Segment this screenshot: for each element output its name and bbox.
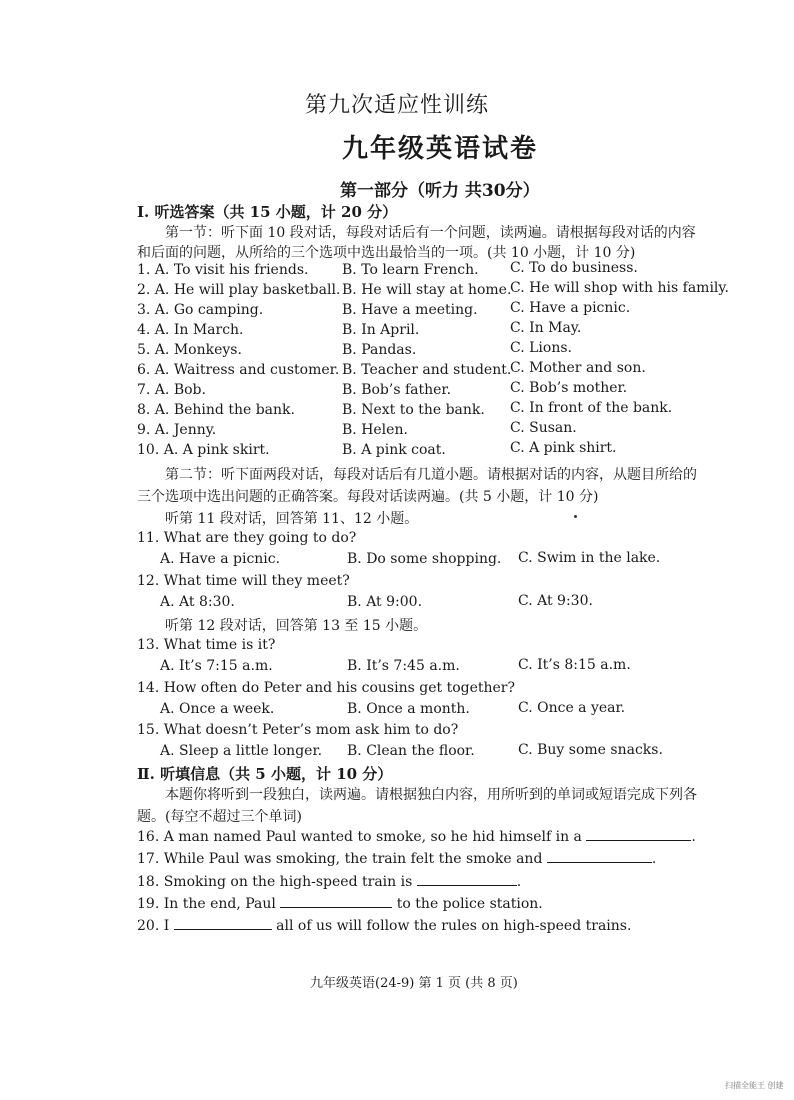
q5-option-a: 5. A. Monkeys. bbox=[137, 342, 242, 358]
q2-option-c: C. He will shop with his family. bbox=[510, 280, 729, 296]
scanner-watermark: 扫描全能王 创建 bbox=[725, 1081, 784, 1090]
q11-option-a: A. Have a picnic. bbox=[160, 551, 281, 567]
part2-intro-line1: 第二节：听下面两段对话，每段对话后有几道小题。请根据对话的内容，从题目所给的 bbox=[165, 467, 697, 483]
q17-line bbox=[137, 848, 656, 867]
section2-intro-line1: 本题你将听到一段独白，读两遍。请根据独白内容，用所听到的单词或短语完成下列各 bbox=[165, 787, 697, 803]
q7-option-a: 7. A. Bob. bbox=[137, 382, 206, 398]
section2-intro-line2: 题。(每空不超过三个单词) bbox=[137, 809, 302, 825]
q20-end: all of us will follow the rules on high-speed trains. bbox=[276, 918, 632, 934]
q9-option-a: 9. A. Jenny. bbox=[137, 422, 217, 438]
part-title: 第一部分（听力 共30分） bbox=[340, 181, 540, 201]
q12-option-c: C. At 9:30. bbox=[518, 593, 593, 609]
q8-option-c: C. In front of the bank. bbox=[510, 400, 673, 416]
q9-option-b: B. Helen. bbox=[342, 422, 408, 438]
q14-question: 14. How often do Peter and his cousins get together? bbox=[137, 680, 515, 696]
q3-option-a: 3. A. Go camping. bbox=[137, 302, 264, 318]
q16-answer-blank[interactable] bbox=[586, 826, 691, 841]
q19-end: to the police station. bbox=[396, 896, 543, 912]
q4-option-b: B. In April. bbox=[342, 322, 420, 338]
part1-intro-line1: 第一节：听下面 10 段对话，每段对话后有一个问题，读两遍。请根据每段对话的内容 bbox=[165, 225, 696, 241]
q19-text: 19. In the end, Paul bbox=[137, 896, 276, 912]
q17-text: 17. While Paul was smoking, the train felt the smoke and bbox=[137, 851, 543, 867]
dialog-11-instruction: 听第 11 段对话，回答第 11、12 小题。 bbox=[165, 511, 419, 527]
q9-option-c: C. Susan. bbox=[510, 420, 577, 436]
q15-option-a: A. Sleep a little longer. bbox=[160, 743, 323, 759]
q5-option-b: B. Pandas. bbox=[342, 342, 417, 358]
part1-intro-line2: 和后面的问题，从所给的三个选项中选出最恰当的一项。(共 10 小题，计 10 分) bbox=[137, 245, 636, 261]
q18-text: 18. Smoking on the high-speed train is bbox=[137, 874, 413, 890]
q14-option-c: C. Once a year. bbox=[518, 700, 626, 716]
q16-end: . bbox=[691, 829, 696, 845]
q12-question: 12. What time will they meet? bbox=[137, 573, 350, 589]
q10-option-c: C. A pink shirt. bbox=[510, 440, 617, 456]
page-footer: 九年级英语(24-9) 第 1 页 (共 8 页) bbox=[310, 976, 518, 991]
q17-answer-blank[interactable] bbox=[547, 848, 652, 863]
q6-option-a: 6. A. Waitress and customer. bbox=[137, 362, 340, 378]
q11-option-c: C. Swim in the lake. bbox=[518, 550, 661, 566]
q18-end: . bbox=[516, 874, 522, 890]
scan-speck bbox=[574, 515, 577, 518]
q14-option-b: B. Once a month. bbox=[347, 701, 470, 717]
q18-answer-blank[interactable] bbox=[417, 871, 517, 886]
q10-option-a: 10. A. A pink skirt. bbox=[137, 442, 270, 458]
q18-line bbox=[137, 871, 521, 890]
q6-option-c: C. Mother and son. bbox=[510, 360, 646, 376]
q4-option-c: C. In May. bbox=[510, 320, 582, 336]
q15-question: 15. What doesn’t Peter’s mom ask him to do? bbox=[137, 722, 459, 738]
q4-option-a: 4. A. In March. bbox=[137, 322, 244, 338]
q1-option-b: B. To learn French. bbox=[342, 262, 479, 278]
q13-option-b: B. It’s 7:45 a.m. bbox=[347, 658, 460, 674]
q19-answer-blank[interactable] bbox=[280, 893, 392, 908]
q12-option-b: B. At 9:00. bbox=[347, 594, 423, 610]
q19-line bbox=[137, 893, 543, 912]
q11-option-b: B. Do some shopping. bbox=[347, 551, 502, 567]
q16-text: 16. A man named Paul wanted to smoke, so he hid himself in a bbox=[137, 829, 582, 845]
training-title: 第九次适应性训练 bbox=[304, 93, 489, 118]
q13-option-c: C. It’s 8:15 a.m. bbox=[518, 657, 631, 673]
dialog-12-instruction: 听第 12 段对话，回答第 13 至 15 小题。 bbox=[165, 618, 428, 634]
q2-option-a: 2. A. He will play basketball. bbox=[137, 282, 341, 298]
part2-intro-line2: 三个选项中选出问题的正确答案。每段对话读两遍。(共 5 小题，计 10 分) bbox=[137, 489, 599, 505]
q15-option-b: B. Clean the floor. bbox=[347, 743, 475, 759]
q6-option-b: B. Teacher and student. bbox=[342, 362, 512, 378]
q7-option-c: C. Bob’s mother. bbox=[510, 380, 628, 396]
q1-option-a: 1. A. To visit his friends. bbox=[137, 262, 309, 278]
q16-line bbox=[137, 826, 696, 845]
q7-option-b: B. Bob’s father. bbox=[342, 382, 452, 398]
q12-option-a: A. At 8:30. bbox=[160, 594, 235, 610]
q8-option-b: B. Next to the bank. bbox=[342, 402, 485, 418]
q14-option-a: A. Once a week. bbox=[160, 701, 275, 717]
q5-option-c: C. Lions. bbox=[510, 340, 572, 356]
q20-text: 20. I bbox=[137, 918, 170, 934]
q2-option-b: B. He will stay at home. bbox=[342, 282, 512, 298]
q20-answer-blank[interactable] bbox=[174, 915, 272, 930]
q13-question: 13. What time is it? bbox=[137, 637, 276, 653]
q20-line bbox=[137, 915, 631, 934]
section2-heading: Ⅱ. 听填信息（共 5 小题，计 10 分） bbox=[137, 765, 393, 783]
q11-question: 11. What are they going to do? bbox=[137, 530, 357, 546]
exam-title: 九年级英语试卷 bbox=[341, 134, 538, 164]
q15-option-c: C. Buy some snacks. bbox=[518, 742, 663, 758]
q1-option-c: C. To do business. bbox=[510, 260, 638, 276]
q17-end: . bbox=[651, 851, 657, 867]
q3-option-b: B. Have a meeting. bbox=[342, 302, 478, 318]
q3-option-c: C. Have a picnic. bbox=[510, 300, 631, 316]
q13-option-a: A. It’s 7:15 a.m. bbox=[160, 658, 273, 674]
q10-option-b: B. A pink coat. bbox=[342, 442, 446, 458]
section1-heading: Ⅰ. 听选答案（共 15 小题，计 20 分） bbox=[137, 203, 398, 221]
q8-option-a: 8. A. Behind the bank. bbox=[137, 402, 295, 418]
